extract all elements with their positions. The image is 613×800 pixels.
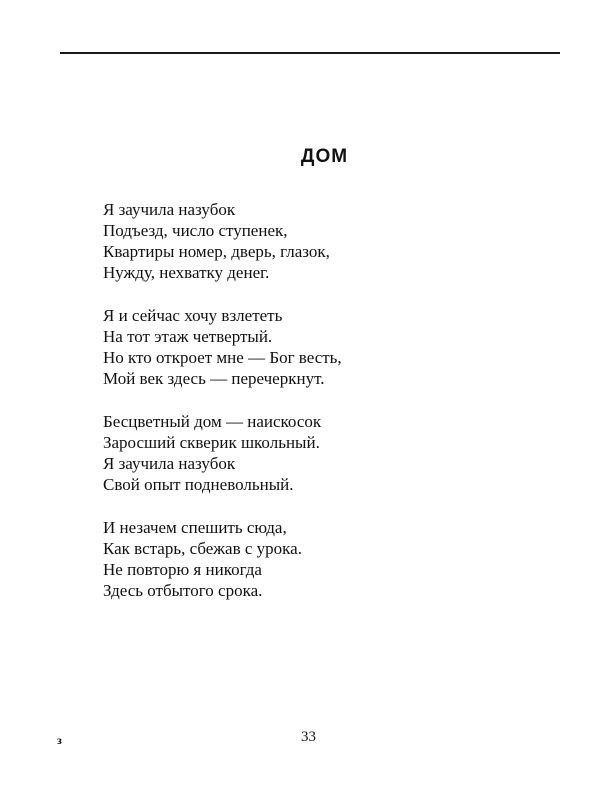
stanza-3 [103, 411, 523, 495]
poem-body [103, 199, 523, 623]
poem-line: Я заучила назубок [103, 454, 236, 473]
stanza-4 [103, 517, 523, 601]
signature-mark: з [57, 733, 62, 747]
top-rule [60, 52, 560, 54]
poem-line: Как встарь, сбежав с урока. [103, 539, 302, 558]
poem-line: Бесцветный дом — наискосок [103, 412, 322, 431]
poem-line: И незачем спешить сюда, [103, 518, 287, 537]
poem-line: На тот этаж четвертый. [103, 327, 273, 346]
poem-line: Я и сейчас хочу взлететь [103, 306, 283, 325]
poem-title: ДОМ [300, 146, 349, 167]
poem-line: Подъезд, число ступенек, [103, 221, 288, 240]
poem-line: Я заучила назубок [103, 200, 236, 219]
poem-line: Не повторю я никогда [103, 560, 262, 579]
page-number: 33 [301, 729, 316, 745]
poem-line: Мой век здесь — перечеркнут. [103, 369, 325, 388]
poem-line: Здесь отбытого срока. [103, 581, 263, 600]
poem-line: Заросший скверик школьный. [103, 433, 320, 452]
poem-line: Свой опыт подневольный. [103, 475, 294, 494]
stanza-1 [103, 199, 523, 283]
stanza-2 [103, 305, 523, 389]
poem-line: Нужду, нехватку денег. [103, 263, 270, 282]
poem-line: Но кто откроет мне — Бог весть, [103, 348, 342, 367]
poem-line: Квартиры номер, дверь, глазок, [103, 242, 330, 261]
